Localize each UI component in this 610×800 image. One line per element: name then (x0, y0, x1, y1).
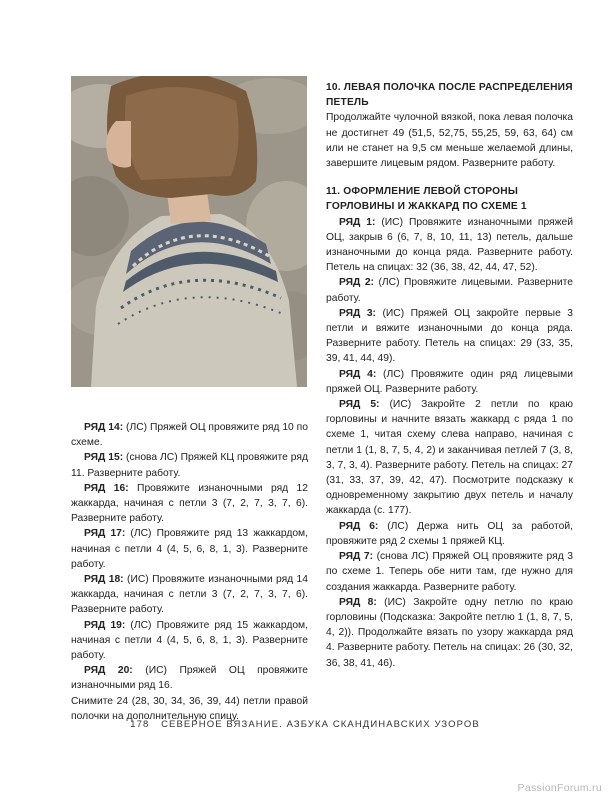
row-15: РЯД 15: (снова ЛС) Пряжей КЦ провяжите ряд 11. Разверните работу. (71, 452, 308, 479)
row-2: РЯД 2: (ЛС) Провяжите лицевыми. Разверните работу. (326, 277, 573, 304)
watermark: PassionForum.ru (517, 782, 602, 794)
row-1: РЯД 1: (ИС) Провяжите изнаночными пряжей ОЦ, закрыв 6 (6, 7, 8, 10, 11, 13) петель, дальше изнаночными до конца ряда. Разверните работу. Петель на спицах: 32 (36, 38, 42, 44, 47, 52). (326, 216, 573, 274)
sweater-photo-illustration (71, 76, 307, 387)
row-8: РЯД 8: (ИС) Закройте одну петлю по краю горловины (Подсказка: Закройте петлю 1 (1, 8, 7, 5, 4, 2)). Продолжайте вязать по узору жаккарда ряд 4. Разверните работу. Петель на спицах: 26 (30, 32, 36, 38, 41, 46). (326, 596, 573, 669)
section-10-body: Продолжайте чулочной вязкой, пока левая полочка не достигнет 49 (51,5, 52,75, 55,25, 59, 63, 64) см или не станет на 9,5 см меньше желаемой длины, завершите лицевым рядом. Разверните работу. (326, 112, 573, 170)
page-footer (0, 719, 610, 730)
row-4: РЯД 4: (ЛС) Провяжите один ряд лицевыми пряжей ОЦ. Разверните работу. (326, 368, 573, 395)
left-column (71, 420, 308, 724)
row-20: РЯД 20: (ИС) Пряжей ОЦ провяжите изнаночными ряд 16. (71, 665, 308, 692)
book-title: СЕВЕРНОЕ ВЯЗАНИЕ. АЗБУКА СКАНДИНАВСКИХ УЗОРОВ (161, 719, 480, 730)
row-6: РЯД 6: (ЛС) Держа нить ОЦ за работой, провяжите ряд 2 схемы 1 пряжей КЦ. (326, 520, 573, 547)
right-column (326, 80, 573, 671)
section-11-heading: 11. ОФОРМЛЕНИЕ ЛЕВОЙ СТОРОНЫ ГОРЛОВИНЫ И ЖАККАРД ПО СХЕМЕ 1 (326, 186, 527, 213)
row-18: РЯД 18: (ИС) Провяжите изнаночными ряд 14 жаккарда, начиная с петли 3 (7, 2, 7, 3, 7, 6). Разверните работу. (71, 574, 308, 616)
row-7: РЯД 7: (снова ЛС) Пряжей ОЦ провяжите ряд 3 по схеме 1. Теперь обе нити там, где нужно для создания жаккарда. Разверните работу. (326, 551, 573, 593)
sweater-photo (71, 76, 307, 387)
section-10-heading: 10. ЛЕВАЯ ПОЛОЧКА ПОСЛЕ РАСПРЕДЕЛЕНИЯ ПЕТЕЛЬ (326, 82, 573, 109)
page-number: 178 (130, 719, 150, 730)
row-16: РЯД 16: Провяжите изнаночными ряд 12 жаккарда, начиная с петли 3 (7, 2, 7, 3, 7, 6). Разверните работу. (71, 482, 309, 525)
row-14: РЯД 14: (ЛС) Пряжей ОЦ провяжите ряд 10 по схеме. (71, 422, 308, 449)
row-17: РЯД 17: (ЛС) Провяжите ряд 13 жаккардом, начиная с петли 4 (4, 5, 6, 8, 1, 3). Разверните работу. (71, 528, 308, 570)
row-5: РЯД 5: (ИС) Закройте 2 петли по краю горловины и начните вязать жаккард с ряда 1 по схеме 1, читая схему слева направо, начиная с петли 1 (1, 8, 7, 5, 4, 2) и заканчивая петлей 7 (3, 8, 3, 7, 3, 4). Разверните работу. Петель на спицах: 27 (31, 33, 37, 39, 42, 47). Посмотрите подсказку к одновременному закрытию двух петель и началу жаккарда (с. 177). (326, 399, 573, 517)
row-19: РЯД 19: (ЛС) Провяжите ряд 15 жаккардом, начиная с петли 4 (4, 5, 6, 8, 1, 3). Разверните работу. (71, 619, 308, 662)
row-3: РЯД 3: (ИС) Пряжей ОЦ закройте первые 3 петли и вяжите изнаночными до конца ряда. Разверните работу. Петель на спицах: 29 (33, 35, 39, 41, 44, 49). (326, 307, 574, 365)
left-closing-text: Снимите 24 (28, 30, 34, 36, 39, 44) петли правой полочки на дополнительную спицу. (71, 695, 308, 722)
